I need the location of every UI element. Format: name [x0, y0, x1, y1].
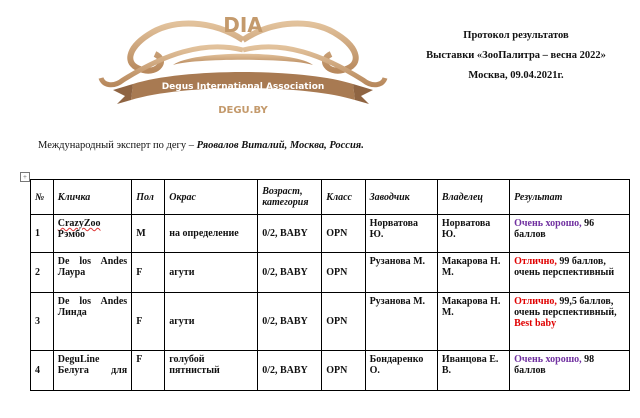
- row-color: агути: [165, 293, 258, 351]
- result-text: 99 баллов, очень перспективный: [514, 256, 615, 278]
- row-class: OPN: [322, 351, 365, 391]
- logo-site: DEGU.BY: [218, 105, 268, 116]
- result-text: 99,5 баллов, очень перспективный,: [514, 296, 617, 318]
- table-row: [31, 293, 630, 351]
- col-header-age: Возраст, категория: [258, 180, 322, 215]
- result-grade: Отлично,: [514, 296, 557, 307]
- result-text: 96 баллов: [514, 218, 595, 240]
- row-sex: F: [132, 351, 165, 391]
- row-class: OPN: [322, 215, 365, 253]
- expert-prefix: Международный эксперт по дегу –: [38, 140, 197, 151]
- name-main: Белуга для: [57, 365, 128, 376]
- row-result: [510, 351, 630, 391]
- row-age: 0/2, BABY: [258, 293, 322, 351]
- result-text: 98 баллов: [514, 354, 595, 376]
- table-row: [31, 215, 630, 253]
- row-breeder: Рузанова М.: [365, 293, 437, 351]
- row-result: [510, 253, 630, 293]
- row-num: 3: [31, 293, 54, 351]
- row-owner: Норватова Ю.: [437, 215, 509, 253]
- row-name: [53, 215, 131, 253]
- row-result: [510, 215, 630, 253]
- header-line-2: Выставки «ЗооПалитра – весна 2022»: [426, 50, 606, 61]
- table-header-row: [31, 180, 630, 215]
- row-color: агути: [165, 253, 258, 293]
- name-main: Линда: [57, 307, 87, 318]
- col-header-num: №: [31, 180, 54, 215]
- name-prefix: DeguLine: [57, 354, 100, 365]
- table-move-handle[interactable]: +: [20, 172, 30, 182]
- row-breeder: Рузанова М.: [365, 253, 437, 293]
- logo-ribbon-text: Degus International Association: [161, 82, 325, 92]
- row-breeder: Норватова Ю.: [365, 215, 437, 253]
- result-grade: Отлично,: [514, 256, 557, 267]
- row-class: OPN: [322, 293, 365, 351]
- row-sex: F: [132, 253, 165, 293]
- row-age: 0/2, BABY: [258, 351, 322, 391]
- row-owner: Макарова Н. М.: [437, 293, 509, 351]
- table-row: [31, 253, 630, 293]
- name-main: Рэмбо: [57, 229, 85, 240]
- dia-logo: [93, 10, 393, 120]
- result-grade: Очень хорошо,: [514, 218, 582, 229]
- table-row: [31, 351, 630, 391]
- name-prefix: De los Andes: [57, 296, 128, 307]
- row-num: 1: [31, 215, 54, 253]
- name-prefix: CrazyZoo: [57, 218, 101, 229]
- row-color: на определение: [165, 215, 258, 253]
- row-name: [53, 293, 131, 351]
- col-header-breeder: Заводчик: [365, 180, 437, 215]
- row-color: голубой пятнистый: [165, 351, 258, 391]
- row-num: 2: [31, 253, 54, 293]
- expert-name: Ряовалов Виталий, Москва, Россия.: [196, 140, 364, 151]
- logo-abbr: DIA: [223, 13, 263, 37]
- row-owner: Иванцова Е. В.: [437, 351, 509, 391]
- row-owner: Макарова Н. М.: [437, 253, 509, 293]
- header-line-3: Москва, 09.04.2021г.: [468, 70, 564, 81]
- name-prefix: De los Andes: [57, 256, 128, 267]
- row-age: 0/2, BABY: [258, 253, 322, 293]
- row-num: 4: [31, 351, 54, 391]
- row-sex: F: [132, 293, 165, 351]
- col-header-class: Класс: [322, 180, 365, 215]
- col-header-owner: Владелец: [437, 180, 509, 215]
- result-award: Best baby: [514, 318, 557, 329]
- row-class: OPN: [322, 253, 365, 293]
- row-name: [53, 351, 131, 391]
- row-name: [53, 253, 131, 293]
- name-main: Лаура: [57, 267, 86, 278]
- col-header-sex: Пол: [132, 180, 165, 215]
- expert-line: [38, 140, 364, 151]
- results-table: [30, 179, 630, 391]
- col-header-name: Кличка: [53, 180, 131, 215]
- result-grade: Очень хорошо,: [514, 354, 582, 365]
- row-age: 0/2, BABY: [258, 215, 322, 253]
- row-sex: М: [132, 215, 165, 253]
- col-header-color: Окрас: [165, 180, 258, 215]
- col-header-result: Результат: [510, 180, 630, 215]
- protocol-header: [398, 26, 634, 86]
- header-line-1: Протокол результатов: [463, 30, 569, 41]
- row-result: [510, 293, 630, 351]
- row-breeder: Бондаренко О.: [365, 351, 437, 391]
